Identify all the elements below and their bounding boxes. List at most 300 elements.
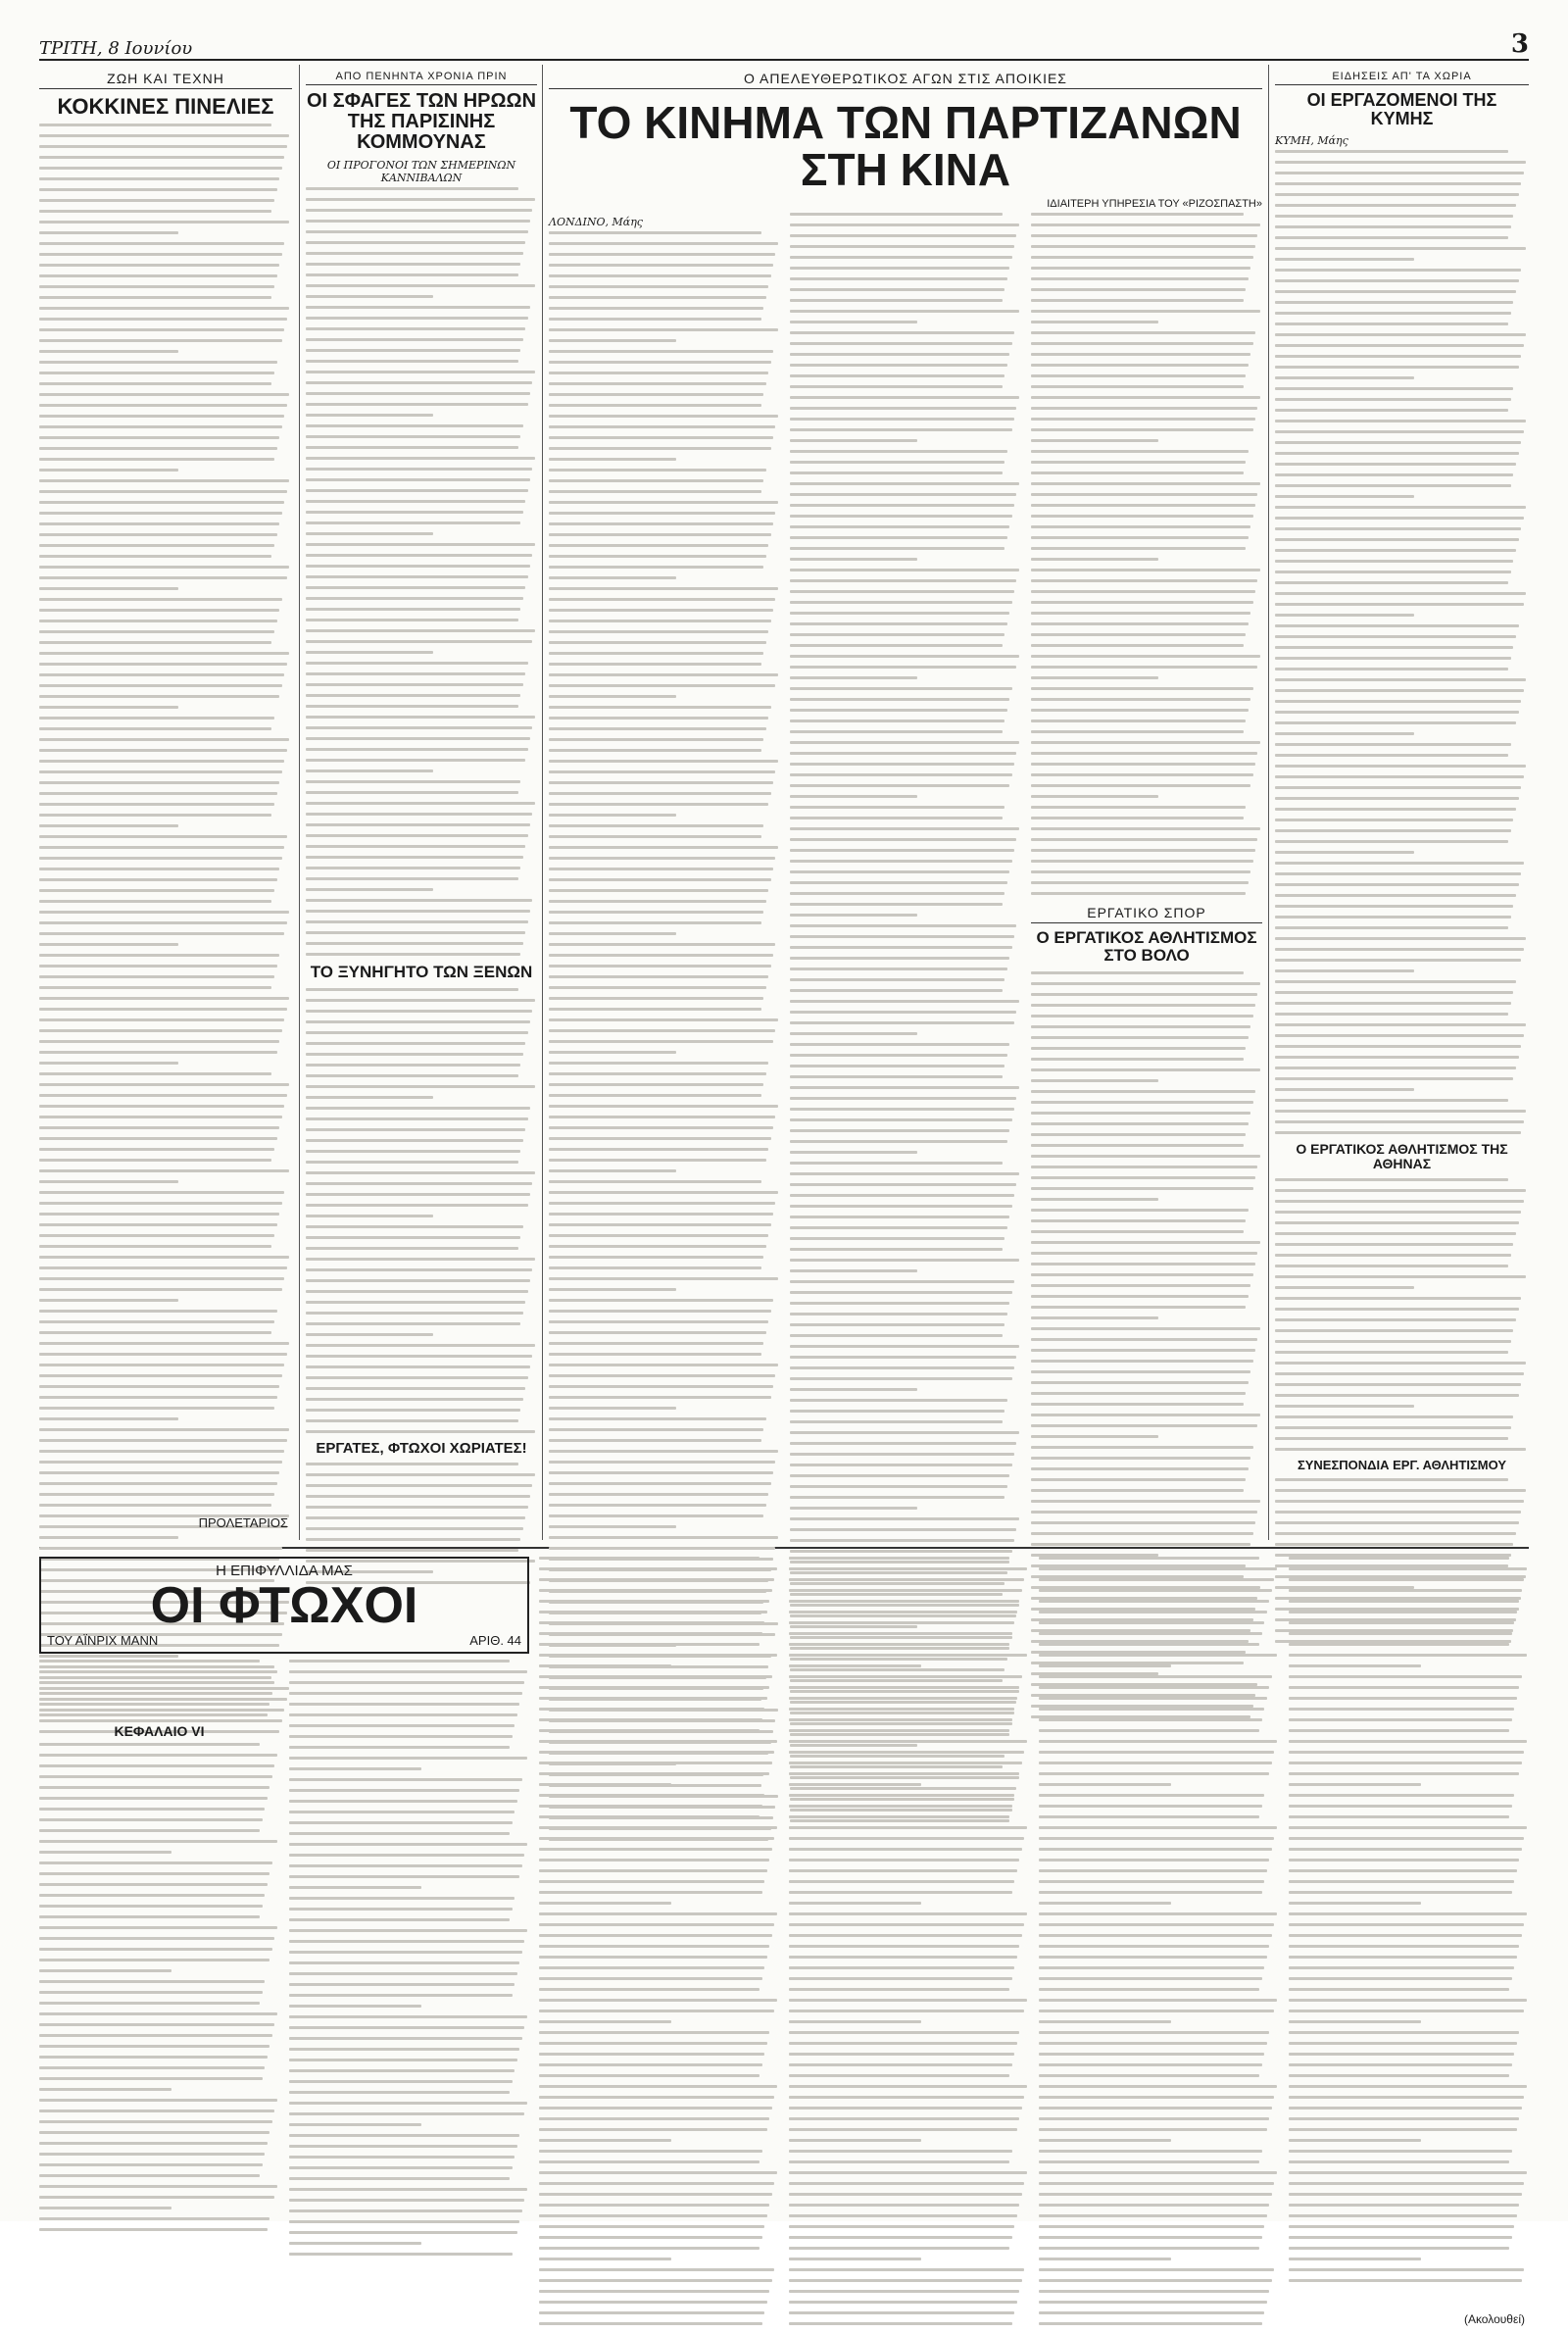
- text-line-placeholder: [1275, 204, 1516, 207]
- text-line-placeholder: [1275, 721, 1516, 724]
- text-line-placeholder: [1289, 1988, 1509, 1991]
- text-line-placeholder: [539, 1664, 671, 1667]
- text-line-placeholder: [789, 1966, 1014, 1969]
- body-text-placeholder: [306, 187, 537, 956]
- text-line-placeholder: [306, 295, 433, 298]
- text-line-placeholder: [1031, 612, 1250, 615]
- text-line-placeholder: [1031, 493, 1257, 496]
- text-line-placeholder: [39, 2153, 265, 2156]
- text-line-placeholder: [1289, 1912, 1527, 1915]
- text-line-placeholder: [289, 1854, 524, 1857]
- text-line-placeholder: [1031, 741, 1260, 744]
- text-line-placeholder: [1275, 182, 1521, 185]
- text-line-placeholder: [1275, 603, 1524, 606]
- text-line-placeholder: [289, 2102, 527, 2105]
- text-line-placeholder: [39, 285, 274, 288]
- text-line-placeholder: [39, 878, 277, 881]
- text-line-placeholder: [789, 2063, 1012, 2066]
- text-line-placeholder: [790, 817, 1003, 819]
- text-line-placeholder: [306, 565, 530, 568]
- text-line-placeholder: [1031, 1370, 1250, 1373]
- text-line-placeholder: [39, 1536, 178, 1539]
- text-line-placeholder: [39, 469, 178, 472]
- text-line-placeholder: [39, 652, 289, 655]
- text-line-placeholder: [549, 1536, 778, 1539]
- text-line-placeholder: [39, 954, 279, 957]
- text-line-placeholder: [1031, 1198, 1158, 1201]
- text-line-placeholder: [1039, 1632, 1262, 1635]
- text-line-placeholder: [306, 1506, 528, 1509]
- text-line-placeholder: [1039, 2225, 1264, 2228]
- text-line-placeholder: [289, 1692, 522, 1695]
- text-line-placeholder: [539, 2204, 769, 2207]
- text-line-placeholder: [1039, 1686, 1269, 1689]
- text-line-placeholder: [1031, 730, 1244, 733]
- text-line-placeholder: [1039, 2258, 1171, 2260]
- text-line-placeholder: [790, 1334, 1003, 1337]
- text-line-placeholder: [1275, 376, 1414, 379]
- text-line-placeholder: [1275, 926, 1508, 929]
- text-line-placeholder: [39, 1191, 284, 1194]
- text-line-placeholder: [306, 705, 518, 708]
- text-line-placeholder: [790, 1021, 1014, 1024]
- text-line-placeholder: [790, 1097, 1016, 1100]
- text-line-placeholder: [1275, 948, 1524, 951]
- text-line-placeholder: [1031, 676, 1158, 679]
- text-line-placeholder: [1031, 515, 1253, 518]
- text-line-placeholder: [1039, 1557, 1259, 1560]
- text-line-placeholder: [289, 2112, 524, 2115]
- text-line-placeholder: [39, 1277, 284, 1280]
- text-line-placeholder: [1275, 1023, 1526, 1026]
- text-line-placeholder: [39, 1083, 289, 1086]
- text-line-placeholder: [306, 371, 535, 373]
- text-line-placeholder: [1031, 331, 1255, 334]
- text-line-placeholder: [1289, 2171, 1527, 2174]
- text-line-placeholder: [39, 587, 178, 590]
- text-line-placeholder: [1275, 732, 1414, 735]
- text-line-placeholder: [289, 1918, 510, 1921]
- text-line-placeholder: [39, 1703, 270, 1706]
- text-line-placeholder: [549, 264, 773, 267]
- text-line-placeholder: [1275, 1329, 1513, 1332]
- text-line-placeholder: [549, 1353, 761, 1356]
- text-line-placeholder: [289, 2080, 513, 2083]
- text-line-placeholder: [790, 1183, 1016, 1186]
- text-line-placeholder: [1289, 2031, 1519, 2034]
- text-line-placeholder: [790, 1280, 1014, 1283]
- text-line-placeholder: [306, 241, 525, 244]
- text-line-placeholder: [1039, 1718, 1262, 1721]
- text-line-placeholder: [539, 1632, 762, 1635]
- text-line-placeholder: [790, 1356, 1016, 1359]
- body-text-placeholder: [1275, 150, 1529, 1134]
- text-line-placeholder: [1289, 1869, 1517, 1872]
- text-line-placeholder: [539, 2290, 769, 2293]
- text-line-placeholder: [306, 1473, 535, 1476]
- text-line-placeholder: [39, 1428, 289, 1431]
- text-line-placeholder: [306, 823, 530, 826]
- text-line-placeholder: [1031, 1166, 1257, 1168]
- text-line-placeholder: [549, 1504, 766, 1507]
- text-line-placeholder: [289, 2242, 421, 2245]
- text-line-placeholder: [39, 727, 271, 730]
- text-line-placeholder: [1275, 1318, 1516, 1321]
- body-text-placeholder: [39, 1660, 279, 1716]
- text-line-placeholder: [39, 684, 282, 687]
- text-line-placeholder: [306, 424, 523, 427]
- text-line-placeholder: [789, 1977, 1012, 1980]
- text-line-placeholder: [39, 1223, 277, 1226]
- text-line-placeholder: [1039, 1697, 1267, 1700]
- text-line-placeholder: [1275, 1426, 1511, 1429]
- text-line-placeholder: [789, 2074, 1009, 2077]
- text-line-placeholder: [289, 2199, 524, 2202]
- text-line-placeholder: [549, 792, 771, 795]
- text-line-placeholder: [790, 439, 917, 442]
- text-line-placeholder: [1031, 1467, 1249, 1470]
- body-text-placeholder: [1039, 1557, 1279, 2325]
- text-line-placeholder: [1275, 236, 1508, 239]
- text-line-placeholder: [790, 558, 917, 561]
- text-line-placeholder: [1039, 1956, 1267, 1959]
- text-line-placeholder: [789, 1621, 1014, 1624]
- serial-chapter: ΚΕΦΑΛΑΙΟ VI: [114, 1722, 205, 1739]
- text-line-placeholder: [790, 1086, 1019, 1089]
- text-line-placeholder: [289, 1875, 519, 1878]
- text-line-placeholder: [1275, 743, 1511, 746]
- text-line-placeholder: [306, 414, 433, 417]
- text-line-placeholder: [1289, 1902, 1421, 1905]
- text-line-placeholder: [539, 1934, 772, 1937]
- text-line-placeholder: [789, 1567, 1027, 1570]
- text-line-placeholder: [790, 245, 1014, 248]
- text-line-placeholder: [39, 1915, 260, 1918]
- text-line-placeholder: [549, 954, 773, 957]
- text-line-placeholder: [306, 1527, 523, 1530]
- text-line-placeholder: [790, 569, 1019, 571]
- text-line-placeholder: [790, 299, 1003, 302]
- text-line-placeholder: [789, 1611, 1017, 1613]
- text-line-placeholder: [1031, 644, 1244, 647]
- text-line-placeholder: [1289, 1729, 1509, 1732]
- text-line-placeholder: [1031, 342, 1253, 345]
- text-line-placeholder: [1275, 1478, 1508, 1481]
- text-line-placeholder: [306, 953, 520, 956]
- text-line-placeholder: [549, 274, 771, 277]
- text-line-placeholder: [789, 1632, 1012, 1635]
- text-line-placeholder: [39, 814, 271, 817]
- text-line-placeholder: [39, 253, 282, 256]
- text-line-placeholder: [539, 2225, 764, 2228]
- text-line-placeholder: [306, 1010, 532, 1013]
- text-line-placeholder: [539, 1783, 671, 1786]
- text-line-placeholder: [1275, 1351, 1508, 1354]
- text-line-placeholder: [1275, 937, 1526, 940]
- text-line-placeholder: [1275, 258, 1414, 261]
- text-line-placeholder: [39, 134, 289, 137]
- text-line-placeholder: [790, 741, 1019, 744]
- text-line-placeholder: [549, 878, 771, 881]
- text-line-placeholder: [39, 393, 289, 396]
- text-line-placeholder: [1039, 2117, 1269, 2120]
- text-line-placeholder: [39, 1310, 277, 1313]
- text-line-placeholder: [39, 803, 274, 806]
- text-line-placeholder: [549, 1137, 771, 1140]
- text-line-placeholder: [549, 1040, 773, 1043]
- text-line-placeholder: [549, 965, 771, 968]
- text-line-placeholder: [306, 327, 525, 330]
- text-line-placeholder: [1289, 1762, 1522, 1764]
- text-line-placeholder: [39, 576, 287, 579]
- text-line-placeholder: [539, 2258, 671, 2260]
- text-line-placeholder: [1289, 1697, 1517, 1700]
- text-line-placeholder: [289, 1832, 510, 1835]
- text-line-placeholder: [289, 1724, 514, 1727]
- text-line-placeholder: [549, 1213, 773, 1216]
- text-line-placeholder: [39, 2099, 277, 2102]
- text-line-placeholder: [39, 781, 279, 784]
- text-line-placeholder: [39, 900, 271, 903]
- text-line-placeholder: [289, 1972, 517, 1975]
- text-line-placeholder: [1031, 1015, 1253, 1018]
- text-line-placeholder: [1289, 1945, 1519, 1948]
- text-line-placeholder: [549, 1288, 676, 1291]
- text-line-placeholder: [306, 683, 523, 686]
- text-line-placeholder: [549, 404, 761, 407]
- text-line-placeholder: [39, 2045, 270, 2048]
- text-line-placeholder: [1289, 2247, 1509, 2250]
- text-line-placeholder: [39, 415, 284, 418]
- text-line-placeholder: [790, 1000, 1019, 1003]
- column-rule: [542, 65, 543, 1540]
- text-line-placeholder: [39, 868, 279, 870]
- text-line-placeholder: [39, 490, 287, 493]
- text-line-placeholder: [39, 501, 284, 504]
- text-line-placeholder: [306, 716, 535, 719]
- text-line-placeholder: [39, 425, 282, 428]
- text-line-placeholder: [1275, 1383, 1521, 1386]
- text-line-placeholder: [39, 2056, 268, 2059]
- text-line-placeholder: [549, 296, 766, 299]
- text-line-placeholder: [539, 1708, 764, 1711]
- text-line-placeholder: [306, 1516, 525, 1519]
- text-line-placeholder: [1039, 2247, 1259, 2250]
- text-line-placeholder: [1039, 1740, 1277, 1743]
- text-line-placeholder: [306, 543, 535, 546]
- text-line-placeholder: [790, 763, 1014, 766]
- text-line-placeholder: [789, 2279, 1022, 2282]
- text-line-placeholder: [1275, 624, 1519, 627]
- text-line-placeholder: [790, 1507, 917, 1510]
- text-line-placeholder: [1031, 849, 1255, 852]
- text-line-placeholder: [789, 2171, 1027, 2174]
- text-line-placeholder: [539, 2031, 769, 2034]
- text-line-placeholder: [1031, 971, 1244, 974]
- text-line-placeholder: [549, 630, 768, 633]
- text-line-placeholder: [1275, 819, 1513, 821]
- text-line-placeholder: [549, 673, 778, 676]
- text-line-placeholder: [1275, 1394, 1519, 1397]
- text-line-placeholder: [1031, 267, 1250, 270]
- text-line-placeholder: [39, 1137, 277, 1140]
- text-line-placeholder: [549, 372, 768, 374]
- text-line-placeholder: [549, 555, 766, 558]
- text-line-placeholder: [39, 598, 282, 601]
- text-line-placeholder: [539, 1869, 767, 1872]
- text-line-placeholder: [1289, 1794, 1514, 1797]
- text-line-placeholder: [549, 1277, 778, 1280]
- text-line-placeholder: [549, 1320, 768, 1323]
- text-line-placeholder: [549, 857, 775, 860]
- text-line-placeholder: [789, 1557, 1009, 1560]
- text-line-placeholder: [39, 663, 287, 666]
- text-line-placeholder: [790, 1140, 1007, 1143]
- text-line-placeholder: [306, 1258, 535, 1261]
- text-line-placeholder: [1275, 711, 1519, 714]
- text-line-placeholder: [1275, 473, 1513, 476]
- text-line-placeholder: [306, 1355, 532, 1358]
- text-line-placeholder: [549, 1439, 761, 1442]
- text-line-placeholder: [1275, 527, 1521, 530]
- text-line-placeholder: [1031, 1263, 1255, 1266]
- text-line-placeholder: [790, 698, 1009, 701]
- text-line-placeholder: [789, 1783, 921, 1786]
- text-line-placeholder: [1031, 353, 1250, 356]
- text-line-placeholder: [1039, 1966, 1264, 1969]
- text-line-placeholder: [790, 1517, 1019, 1520]
- text-line-placeholder: [306, 877, 518, 880]
- text-line-placeholder: [306, 813, 532, 816]
- text-line-placeholder: [789, 1675, 1022, 1678]
- text-line-placeholder: [1031, 450, 1249, 453]
- text-line-placeholder: [549, 458, 676, 461]
- text-line-placeholder: [39, 2217, 270, 2220]
- text-line-placeholder: [549, 544, 768, 547]
- text-line-placeholder: [1031, 1025, 1250, 1028]
- text-line-placeholder: [39, 857, 282, 860]
- text-line-placeholder: [790, 795, 917, 798]
- text-line-placeholder: [790, 1216, 1009, 1218]
- text-line-placeholder: [39, 2207, 172, 2209]
- text-line-placeholder: [789, 1729, 1009, 1732]
- text-line-placeholder: [1275, 484, 1511, 487]
- text-line-placeholder: [789, 1815, 1009, 1818]
- text-line-placeholder: [539, 1589, 772, 1592]
- text-line-placeholder: [790, 288, 1004, 291]
- text-line-placeholder: [790, 1453, 1014, 1456]
- text-line-placeholder: [789, 1988, 1009, 1991]
- text-line-placeholder: [1275, 808, 1516, 811]
- text-line-placeholder: [789, 1826, 1027, 1829]
- text-line-placeholder: [790, 1151, 917, 1154]
- text-line-placeholder: [549, 253, 775, 256]
- text-line-placeholder: [1039, 1611, 1267, 1613]
- text-line-placeholder: [289, 2015, 527, 2018]
- text-line-placeholder: [549, 1525, 676, 1528]
- text-line-placeholder: [549, 285, 768, 288]
- text-line-placeholder: [790, 1205, 1012, 1208]
- body-text-placeholder: [1275, 1178, 1529, 1451]
- text-line-placeholder: [39, 177, 279, 180]
- text-line-placeholder: [1031, 993, 1257, 996]
- text-line-placeholder: [539, 1977, 762, 1980]
- body-text-placeholder: [539, 1557, 779, 2325]
- text-line-placeholder: [306, 338, 523, 341]
- text-line-placeholder: [549, 1471, 773, 1474]
- text-line-placeholder: [790, 579, 1016, 582]
- text-line-placeholder: [1289, 2279, 1522, 2282]
- text-line-placeholder: [306, 187, 518, 190]
- text-line-placeholder: [790, 374, 1004, 377]
- text-line-placeholder: [1275, 409, 1508, 412]
- column-rule: [299, 65, 300, 1540]
- text-line-placeholder: [306, 899, 532, 902]
- text-line-placeholder: [1031, 1521, 1255, 1524]
- text-line-placeholder: [789, 2053, 1014, 2056]
- text-line-placeholder: [790, 870, 1009, 873]
- text-line-placeholder: [539, 1912, 777, 1915]
- text-line-placeholder: [789, 1837, 1024, 1840]
- article-title: Ο ΕΡΓΑΤΙΚΟΣ ΑΘΛΗΤΙΣΜΟΣ ΣΤΟ ΒΟΛΟ: [1036, 927, 1257, 966]
- text-line-placeholder: [39, 274, 277, 277]
- text-line-placeholder: [306, 1333, 433, 1336]
- text-line-placeholder: [1031, 1457, 1250, 1460]
- text-line-placeholder: [539, 1891, 762, 1894]
- text-line-placeholder: [790, 1065, 1004, 1067]
- text-line-placeholder: [790, 968, 1007, 970]
- text-line-placeholder: [549, 1094, 761, 1097]
- text-line-placeholder: [549, 1493, 768, 1496]
- byline: ΙΔΙΑΙΤΕΡΗ ΥΠΗΡΕΣΙΑ ΤΟΥ «ΡΙΖΟΣΠΑΣΤΗ»: [1047, 197, 1262, 210]
- text-line-placeholder: [306, 381, 532, 384]
- text-line-placeholder: [1275, 344, 1524, 347]
- text-line-placeholder: [39, 1234, 274, 1237]
- text-line-placeholder: [539, 1923, 774, 1926]
- text-line-placeholder: [539, 2074, 760, 2077]
- text-line-placeholder: [306, 1279, 530, 1282]
- text-line-placeholder: [1275, 1178, 1508, 1181]
- text-line-placeholder: [1039, 2204, 1269, 2207]
- text-line-placeholder: [306, 575, 528, 578]
- text-line-placeholder: [1275, 1077, 1513, 1080]
- text-line-placeholder: [549, 1029, 775, 1032]
- text-line-placeholder: [790, 1118, 1012, 1121]
- text-line-placeholder: [1289, 1632, 1512, 1635]
- text-line-placeholder: [790, 450, 1007, 453]
- text-line-placeholder: [1275, 969, 1414, 972]
- text-line-placeholder: [1031, 1176, 1255, 1179]
- serial-kicker: Η ΕΠΙΦΥΛΛΙΔΑ ΜΑΣ: [216, 1563, 353, 1579]
- text-line-placeholder: [1275, 1034, 1524, 1037]
- text-line-placeholder: [549, 1245, 766, 1248]
- text-line-placeholder: [289, 1929, 527, 1932]
- text-line-placeholder: [539, 1815, 760, 1818]
- text-line-placeholder: [289, 2188, 527, 2191]
- text-line-placeholder: [1275, 398, 1511, 401]
- signature: ΠΡΟΛΕΤΑΡΙΟΣ: [198, 1515, 288, 1530]
- text-line-placeholder: [1031, 1155, 1260, 1158]
- text-line-placeholder: [1039, 1567, 1277, 1570]
- text-line-placeholder: [1031, 579, 1257, 582]
- text-line-placeholder: [289, 1864, 522, 1867]
- text-line-placeholder: [1289, 1557, 1509, 1560]
- text-line-placeholder: [1289, 1578, 1524, 1581]
- text-line-placeholder: [306, 769, 433, 772]
- text-line-placeholder: [790, 946, 1012, 949]
- text-line-placeholder: [306, 360, 518, 363]
- text-line-placeholder: [1275, 441, 1521, 444]
